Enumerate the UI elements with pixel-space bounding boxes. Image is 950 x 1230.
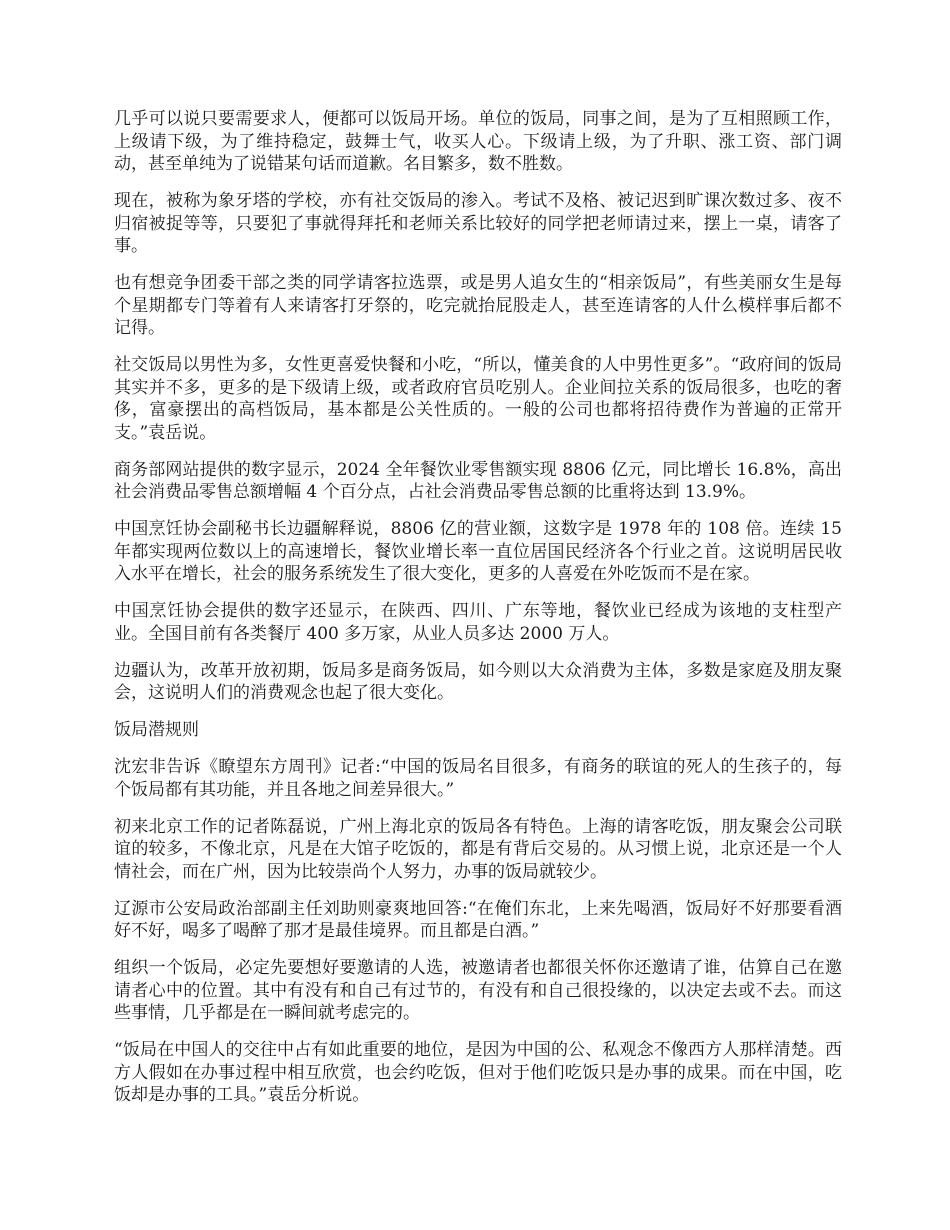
paragraph-11: 辽源市公安局政治部副主任刘助则豪爽地回答:“在俺们东北，上来先喝酒，饭局好不好那要看酒好不好，喝多了喝醉了那才是最佳境界。而且都是白酒。” xyxy=(114,898,842,941)
paragraph-12: 组织一个饭局，必定先要想好要邀请的人选，被邀请者也都很关怀你还邀请了谁，估算自己在邀请者心中的位置。其中有没有和自己有过节的，有没有和自己很投缘的，以决定去或不去。而这些事情，几乎都是在一瞬间就考虑完的。 xyxy=(114,958,842,1023)
paragraph-8: 边疆认为，改革开放初期，饭局多是商务饭局，如今则以大众消费为主体，多数是家庭及朋友聚会，这说明人们的消费观念也起了很大变化。 xyxy=(114,660,842,703)
paragraph-13: “饭局在中国人的交往中占有如此重要的地位，是因为中国的公、私观念不像西方人那样清楚。西方人假如在办事过程中相互欣赏，也会约吃饭，但对于他们吃饭只是办事的成果。而在中国，吃饭却是办事的工具。”袁岳分析说。 xyxy=(114,1040,842,1105)
paragraph-1: 几乎可以说只要需要求人，便都可以饭局开场。单位的饭局，同事之间，是为了互相照顾工作，上级请下级，为了维持稳定，鼓舞士气，收买人心。下级请上级，为了升职、涨工资、部门调动，甚至单纯为了说错某句话而道歉。名目繁多，数不胜数。 xyxy=(114,109,842,174)
paragraph-9: 沈宏非告诉《瞭望东方周刊》记者:“中国的饭局名目很多，有商务的联谊的死人的生孩子的，每个饭局都有其功能，并且各地之间差异很大。” xyxy=(114,757,842,800)
paragraph-10: 初来北京工作的记者陈磊说，广州上海北京的饭局各有特色。上海的请客吃饭，朋友聚会公司联谊的较多，不像北京，凡是在大馆子吃饭的，都是有背后交易的。从习惯上说，北京还是一个人情社会，而在广州，因为比较崇尚个人努力，办事的饭局就较少。 xyxy=(114,816,842,882)
paragraph-7: 中国烹饪协会提供的数字还显示，在陕西、四川、广东等地，餐饮业已经成为该地的支柱型产业。全国目前有各类餐厅 400 多万家，从业人员多达 2000 万人。 xyxy=(114,601,842,644)
paragraph-6: 中国烹饪协会副秘书长边疆解释说，8806 亿的营业额，这数字是 1978 年的 108 倍。连续 15 年都实现两位数以上的高速增长，餐饮业增长率一直位居国民经济各个行业之首。这说明居民收入水平在增长，社会的服务系统发生了很大变化，更多的人喜爱在外吃饭而不是在家。 xyxy=(114,519,842,584)
paragraph-3: 也有想竞争团委干部之类的同学请客拉选票，或是男人追女生的“相亲饭局”，有些美丽女生是每个星期都专门等着有人来请客打牙祭的，吃完就抬屁股走人，甚至连请客的人什么模样事后都不记得。 xyxy=(114,273,842,338)
section-heading: 饭局潜规则 xyxy=(114,720,199,740)
paragraph-2: 现在，被称为象牙塔的学校，亦有社交饭局的渗入。考试不及格、被记迟到旷课次数过多、夜不归宿被捉等等，只要犯了事就得拜托和老师关系比较好的同学把老师请过来，摆上一桌，请客了事。 xyxy=(114,191,842,256)
paragraph-4: 社交饭局以男性为多，女性更喜爱快餐和小吃，“所以，懂美食的人中男性更多”。“政府间的饭局其实并不多，更多的是下级请上级，或者政府官员吃别人。企业间拉关系的饭局很多，也吃的奢侈，富豪摆出的高档饭局，基本都是公关性质的。一般的公司也都将招待费作为普遍的正常开支。”袁岳说。 xyxy=(114,355,842,443)
paragraph-5: 商务部网站提供的数字显示，2024 全年餐饮业零售额实现 8806 亿元，同比增长 16.8%，高出社会消费品零售总额增幅 4 个百分点，占社会消费品零售总额的比重将达到 13.9%。 xyxy=(114,459,842,502)
document-body xyxy=(114,108,842,1121)
